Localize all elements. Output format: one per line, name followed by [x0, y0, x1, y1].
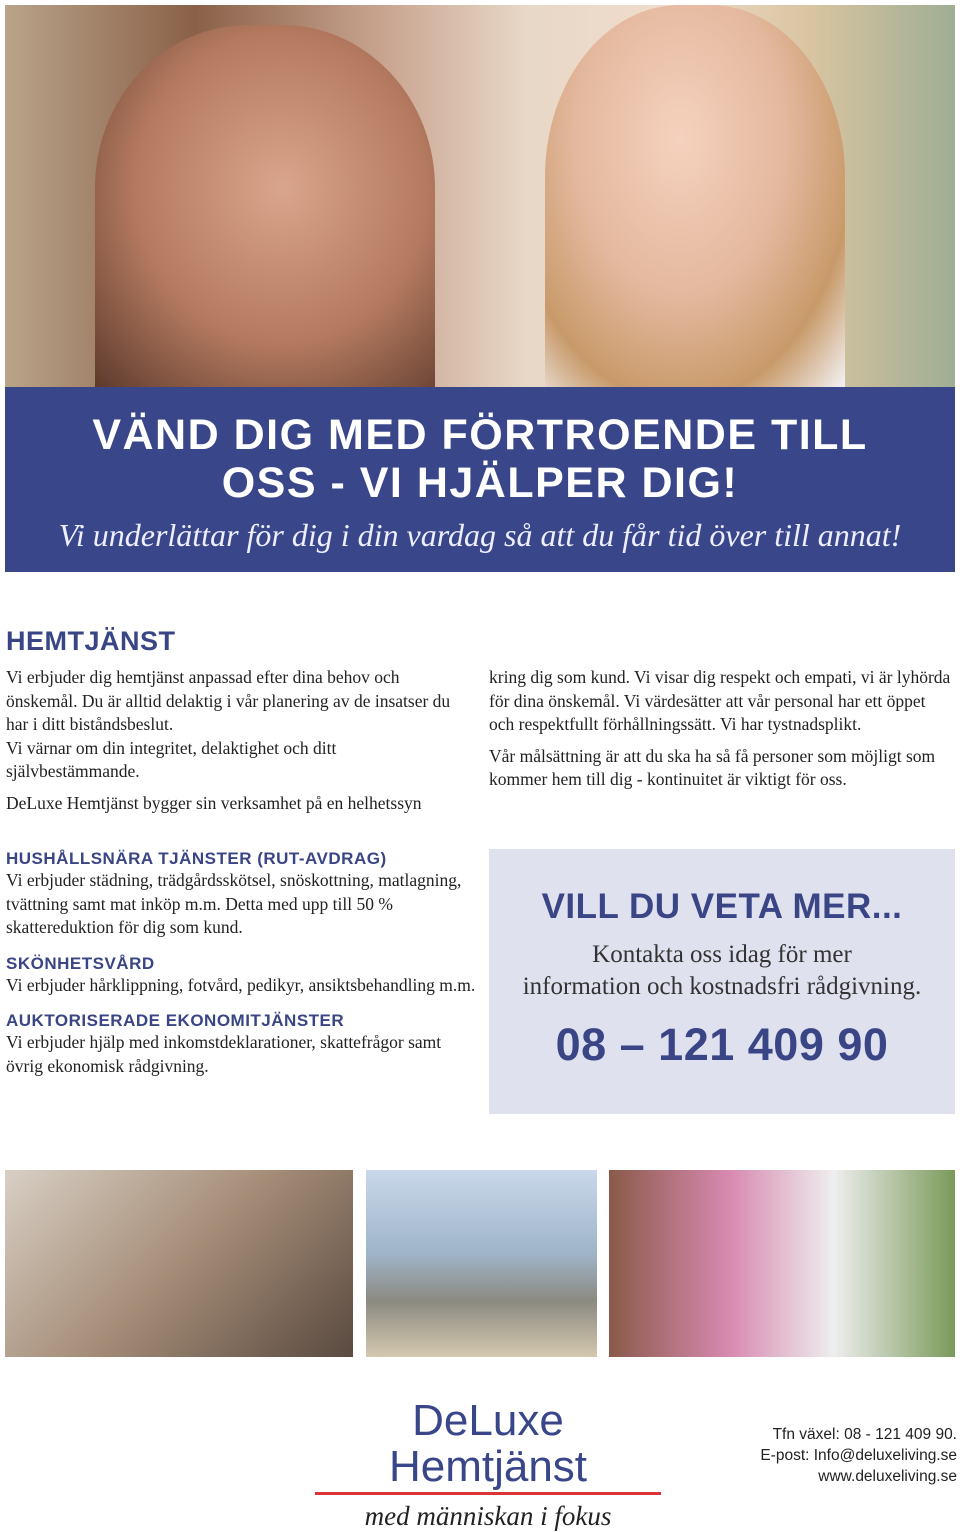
- contact-email[interactable]: E-post: Info@deluxeliving.se: [760, 1447, 957, 1464]
- cta-text-line: information och kostnadsfri rådgivning.: [522, 973, 922, 1000]
- service-item: [6, 954, 476, 998]
- paragraph: Vi erbjuder dig hemtjänst anpassad efter dina behov och önskemål. Du är alltid delaktig i vår planering av de insatser du har i ditt biståndsbeslut.: [6, 667, 451, 734]
- hemtjanst-right-column: [489, 666, 955, 792]
- service-item: [6, 849, 476, 940]
- hemtjanst-left-column: [6, 666, 472, 815]
- paragraph: kring dig som kund. Vi visar dig respekt och empati, vi är lyhörda för dina önskemål. Vi värdesätter att vår personal har ett öppet och respektfullt förhållningssätt. Vi har tystnadsplikt.: [489, 667, 951, 734]
- service-item: [6, 1011, 476, 1078]
- headline-banner: [5, 387, 955, 572]
- contact-phone: Tfn växel: 08 - 121 409 90.: [772, 1426, 957, 1443]
- logo: [315, 1398, 661, 1532]
- services-list: [6, 849, 476, 1078]
- photo-seniors-on-beach: [366, 1170, 597, 1357]
- paragraph: Vi värnar om din integritet, delaktighet och ditt självbestämmande.: [6, 737, 337, 781]
- contact-info: [760, 1424, 957, 1487]
- paragraph: DeLuxe Hemtjänst bygger sin verksamhet på en helhetssyn: [6, 792, 422, 813]
- cta-phone[interactable]: 08 – 121 409 90: [555, 1019, 889, 1070]
- logo-name: DeLuxe Hemtjänst: [388, 1396, 588, 1491]
- headline-line-1: VÄND DIG MED FÖRTROENDE TILL: [92, 411, 868, 459]
- caregiver-figure: [545, 5, 845, 387]
- headline: [5, 411, 955, 507]
- logo-divider: [315, 1492, 661, 1495]
- service-heading: SKÖNHETSVÅRD: [6, 953, 155, 973]
- logo-slogan: med människan i fokus: [364, 1501, 612, 1531]
- service-text: Vi erbjuder hårklippning, fotvård, pedikyr, ansiktsbehandling m.m.: [6, 974, 476, 995]
- photo-seniors-playing-dominoes: [5, 1170, 353, 1357]
- service-text: Vi erbjuder hjälp med inkomstdeklarationer, skattefrågor samt övrig ekonomisk rådgivning.: [6, 1032, 442, 1076]
- cta-heading: VILL DU VETA MER...: [541, 887, 903, 926]
- tagline: Vi underlättar för dig i din vardag så att du får tid över till annat!: [58, 517, 902, 553]
- headline-line-2: OSS - VI HJÄLPER DIG!: [221, 459, 739, 507]
- cta-text: [489, 939, 955, 1003]
- cta-text-line: Kontakta oss idag för mer: [592, 941, 852, 968]
- contact-cta-box: [489, 849, 955, 1114]
- service-text: Vi erbjuder städning, trädgårdsskötsel, snöskottning, matlagning, tvättning samt mat inköp m.m. Detta med upp till 50 % skattereduktion för dig som kund.: [6, 870, 462, 937]
- photo-seniors-laughing: [609, 1170, 955, 1357]
- hemtjanst-heading: HEMTJÄNST: [6, 626, 176, 656]
- hero-photo: [5, 5, 955, 387]
- service-heading: AUKTORISERADE EKONOMITJÄNSTER: [6, 1011, 345, 1030]
- paragraph: Vår målsättning är att du ska ha så få personer som möjligt som kommer hem till dig - kontinuitet är viktigt för oss.: [489, 745, 936, 789]
- service-heading: HUSHÅLLSNÄRA TJÄNSTER (RUT-AVDRAG): [6, 849, 387, 868]
- elderly-woman-figure: [95, 25, 435, 387]
- contact-website[interactable]: www.deluxeliving.se: [818, 1468, 957, 1485]
